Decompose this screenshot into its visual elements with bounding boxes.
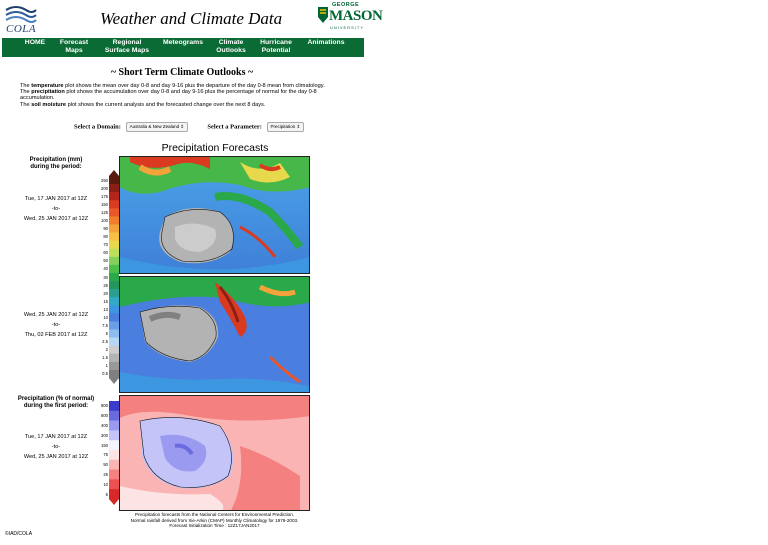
precip-map-week1[interactable] <box>119 156 310 274</box>
colorbar-tick-label: 125 <box>101 209 108 215</box>
colorbar-tick-label: 20 <box>103 290 108 296</box>
colorbar-swatch <box>109 281 119 289</box>
nav-forecast-maps-line1: Forecast <box>59 39 89 46</box>
gmu-logo-university: UNIVERSITY <box>330 25 365 30</box>
nav-meteograms-label: Meteograms <box>162 39 204 46</box>
colorbar-swatch <box>109 479 119 489</box>
colorbar-swatch <box>109 265 119 273</box>
nav-hurricane-line1: Hurricane <box>260 39 292 46</box>
colorbar-tick-label: 100 <box>101 217 108 223</box>
colorbar-swatch <box>109 289 119 297</box>
colorbar-tick-label: 600 <box>101 413 108 419</box>
colorbar-tick-label: 75 <box>103 452 108 458</box>
colorbar-tick-label: 10 <box>103 314 108 320</box>
colorbar-tick-label: 2.5 <box>102 339 108 345</box>
colorbar-arrow-bottom <box>109 378 119 384</box>
precip-map-week1-image <box>120 157 310 274</box>
colorbar-tick-label: 0.5 <box>102 371 108 377</box>
colorbar-tick-label: 50 <box>103 258 108 264</box>
colorbar-tick-label: 5 <box>105 491 108 497</box>
nav-home[interactable] <box>20 39 50 47</box>
colorbar-tick-label: 200 <box>101 185 108 191</box>
panel3-heading-line1: Precipitation (% of normal) <box>17 396 95 402</box>
nav-climate-outlooks[interactable] <box>213 39 249 55</box>
colorbar-tick-label: 40 <box>103 266 108 272</box>
panel1-end: Wed, 25 JAN 2017 at 12Z <box>23 216 89 222</box>
colorbar-swatch <box>109 354 119 362</box>
figure-title: Precipitation Forecasts <box>161 142 269 154</box>
panel3-to: -to- <box>51 444 61 450</box>
precip-map-week2-image <box>120 277 310 393</box>
nav-meteograms[interactable] <box>160 39 206 47</box>
colorbar-swatch <box>109 305 119 313</box>
colorbar-swatch <box>109 460 119 470</box>
panel1-heading <box>8 157 104 171</box>
panel3-period <box>8 434 104 461</box>
gmu-logo-mason[interactable]: MASON <box>329 8 383 24</box>
nav-animations-label: Animations <box>307 39 345 46</box>
desc-l1-pre: The <box>20 83 32 89</box>
colorbar-swatch <box>109 321 119 329</box>
colorbar-swatch <box>109 313 119 321</box>
colorbar-swatch <box>109 241 119 249</box>
colorbar-swatch <box>109 297 119 305</box>
domain-select-value: Australia & New Zealand <box>129 124 180 129</box>
nav-regional-line1: Regional <box>112 39 142 46</box>
colorbar-tick-label: 30 <box>103 274 108 280</box>
footer-note <box>119 512 310 529</box>
colorbar-tick-label: 80 <box>103 234 108 240</box>
colorbar-tick-label: 800 <box>101 403 108 409</box>
colorbar-tick-label: 70 <box>103 242 108 248</box>
colorbar-swatch <box>109 176 119 184</box>
description-block <box>20 83 350 108</box>
colorbar-swatch <box>109 200 119 208</box>
colorbar-arrow-top <box>109 170 119 176</box>
colorbar-swatch <box>109 192 119 200</box>
percent-normal-map[interactable] <box>119 395 310 511</box>
colorbar-swatch <box>109 233 119 241</box>
main-navbar <box>2 38 364 57</box>
colorbar-tick-label: 7.5 <box>102 322 108 328</box>
colorbar-swatch <box>109 470 119 480</box>
panel1-start: Tue, 17 JAN 2017 at 12Z <box>24 196 88 202</box>
panel2-end: Thu, 02 FEB 2017 at 12Z <box>24 332 88 338</box>
panel3-heading-line2: during the first period: <box>23 403 89 409</box>
colorbar-tick-label: 90 <box>103 226 108 232</box>
desc-l3-pre: The <box>20 101 32 108</box>
colorbar-tick-label: 400 <box>101 423 108 428</box>
nav-hurricane-potential[interactable] <box>256 39 296 55</box>
colorbar-swatch <box>109 249 119 257</box>
colorbar-tick-label: 150 <box>101 201 108 207</box>
footer-line3: Forecast Initialization Time : 12Z17JAN2017 <box>169 523 260 529</box>
colorbar-tick-label: 5 <box>105 331 108 337</box>
colorbar-swatch <box>109 184 119 192</box>
select-arrows-icon: ⇕ <box>180 124 185 129</box>
desc-l1-post: plot shows the mean over day 0-8 and day 9-16 plus the departure of the day 0-8 mean from climatology. <box>63 83 325 89</box>
precip-map-week2[interactable] <box>119 276 310 393</box>
parameter-select[interactable] <box>267 122 305 132</box>
colorbar-swatch <box>109 208 119 216</box>
domain-select[interactable] <box>126 122 189 132</box>
gmu-shield-icon <box>316 5 330 25</box>
desc-soil-moisture <box>20 102 350 108</box>
desc-l2-post: plot shows the accumulation over day 0-8 and day 9-16 plus the percentage of normal for the day 0-8 accumulation. <box>20 89 317 102</box>
nav-climate-line2: Outlooks <box>216 47 246 54</box>
copyright: ©IAD/COLA <box>5 531 33 537</box>
colorbar-swatch <box>109 440 119 450</box>
colorbar-tick-label: 25 <box>103 472 108 477</box>
colorbar-swatch <box>109 330 119 338</box>
colorbar-tick-label: 1 <box>105 363 108 369</box>
colorbar-tick-label: 25 <box>103 282 108 288</box>
panel1-period <box>8 196 104 223</box>
precip-colorbar <box>109 170 119 384</box>
panel3-end: Wed, 25 JAN 2017 at 12Z <box>23 454 89 460</box>
percent-colorbar <box>109 401 119 505</box>
desc-l2-pre: The <box>20 89 32 96</box>
nav-regional-surface-maps[interactable] <box>102 39 152 55</box>
nav-animations[interactable] <box>304 39 348 47</box>
nav-forecast-maps[interactable] <box>56 39 92 55</box>
colorbar-tick-label: 10 <box>103 481 108 487</box>
colorbar-swatch <box>109 224 119 232</box>
colorbar-tick-label: 250 <box>101 177 108 183</box>
colorbar-tick-label: 150 <box>101 442 108 448</box>
colorbar-swatch <box>109 346 119 354</box>
panel1-heading-line1: Precipitation (mm) <box>29 157 83 163</box>
footer-line2: Normal rainfall derived from Xie-Arkin (CMAP) Monthly Climatology for 1979-2003. <box>130 517 299 523</box>
nav-forecast-maps-line2: Maps <box>65 47 83 54</box>
nav-regional-line2: Surface Maps <box>104 47 150 54</box>
nav-hurricane-line2: Potential <box>261 47 291 54</box>
panel3-start: Tue, 17 JAN 2017 at 12Z <box>24 434 88 440</box>
site-title: Weather and Climate Data <box>100 9 283 28</box>
colorbar-swatch <box>109 362 119 370</box>
colorbar-swatch <box>109 450 119 460</box>
gmu-logo-george: GEORGE <box>332 2 360 8</box>
panel1-heading-line2: during the period: <box>30 164 82 170</box>
parameter-label: Select a Parameter: <box>207 123 262 131</box>
desc-l2-bold: precipitation <box>31 89 65 96</box>
nav-home-label: HOME <box>24 39 46 46</box>
selector-row <box>74 122 304 132</box>
percent-normal-map-image <box>120 396 310 511</box>
colorbar-swatch <box>109 338 119 346</box>
colorbar-swatch <box>109 370 119 378</box>
colorbar-tick-label: 60 <box>103 250 108 256</box>
colorbar-tick-label: 50 <box>103 462 108 468</box>
colorbar-tick-label: 15 <box>103 298 108 304</box>
colorbar-tick-label: 1.5 <box>102 355 108 361</box>
domain-label: Select a Domain: <box>74 123 121 131</box>
select-arrows-icon: ⇕ <box>296 124 301 129</box>
colorbar-swatch <box>109 216 119 224</box>
cola-logo-text: COLA <box>6 23 37 35</box>
colorbar-tick-label: 2 <box>105 347 108 353</box>
colorbar-swatch <box>109 257 119 265</box>
panel3-heading <box>8 396 104 410</box>
panel2-to: -to- <box>51 322 61 328</box>
colorbar-tick-label: 13 <box>103 306 108 312</box>
site-header <box>0 0 383 38</box>
desc-l1-bold: temperature <box>31 83 64 89</box>
nav-climate-line1: Climate <box>218 39 244 46</box>
colorbar-swatch <box>109 401 119 411</box>
page-heading: ~ Short Term Climate Outlooks ~ <box>110 67 254 78</box>
desc-l3-post: plot shows the current analysis and the forecasted change over the next 8 days. <box>66 101 266 108</box>
desc-precipitation <box>20 89 350 101</box>
colorbar-tick-label: 175 <box>101 193 108 199</box>
footer-line1: Precipitation forecasts from the National Centers for Environmental Prediction. <box>134 512 295 517</box>
colorbar-swatch <box>109 421 119 431</box>
colorbar-swatch <box>109 430 119 440</box>
colorbar-swatch <box>109 273 119 281</box>
panel2-period <box>8 312 104 339</box>
colorbar-swatch <box>109 489 119 499</box>
colorbar-tick-label: 300 <box>101 432 108 438</box>
panel1-to: -to- <box>51 206 61 212</box>
panel2-start: Wed, 25 JAN 2017 at 12Z <box>23 312 89 318</box>
parameter-select-value: Precipitation <box>270 124 296 129</box>
desc-l3-bold: soil moisture <box>31 101 67 108</box>
colorbar-swatch <box>109 411 119 421</box>
colorbar-arrow-bottom <box>109 499 119 505</box>
